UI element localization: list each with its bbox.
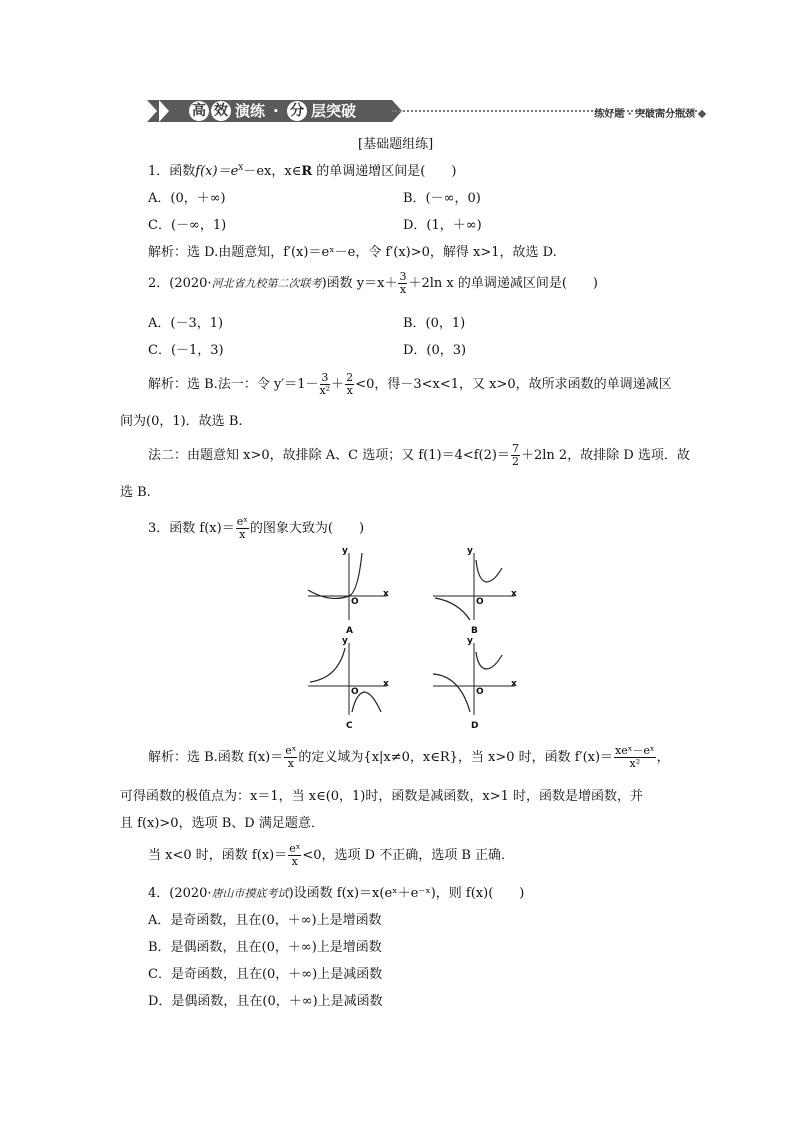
section-title: [基础题组练] xyxy=(358,137,434,152)
q3-an-frac2 xyxy=(614,745,656,770)
q3-an-c: ， xyxy=(656,750,670,765)
frac-num: 2 xyxy=(346,371,354,384)
frac-num: 3 xyxy=(321,371,329,384)
q2-stem-b: )函数 y＝x＋ xyxy=(321,276,398,291)
banner-dot: · xyxy=(273,102,279,120)
graph-a-x: x xyxy=(383,589,389,599)
q2-option-c: C．(－1，3) xyxy=(148,343,224,358)
q3-an-b: 的定义域为{x|x≠0，x∈R}，当 x>0 时，函数 f′(x)＝ xyxy=(298,750,614,765)
frac-num: 7 xyxy=(511,442,519,455)
frac-den: x xyxy=(399,283,407,296)
q4-option-b: B．是偶函数，且在(0，＋∞)上是增函数 xyxy=(148,940,382,955)
frac-den: 2 xyxy=(511,455,519,468)
banner-right-tag: 练好题 · 突破高分瓶颈 xyxy=(594,109,695,120)
graph-c xyxy=(308,643,387,715)
graph-c-x: x xyxy=(383,679,389,689)
q2-option-b: B．(0，1) xyxy=(403,316,466,331)
q3-an2-frac xyxy=(288,843,301,868)
graph-b-origin: O xyxy=(476,597,484,607)
frac-num: eˣ xyxy=(285,744,297,757)
frac-den: x² xyxy=(629,757,641,770)
curve-left xyxy=(435,598,470,620)
q1-option-a: A．(0，＋∞) xyxy=(148,191,226,206)
frac-den: x xyxy=(239,528,246,541)
frac-den: x xyxy=(291,855,298,868)
q1-stem-f: f(x)＝e xyxy=(195,164,239,179)
q3-an-frac1 xyxy=(284,745,297,770)
graph-c-label: C xyxy=(346,721,353,731)
q3-analysis-line3: 且 f(x)>0，选项 B、D 满足题意． xyxy=(120,816,324,831)
q1-stem-sup: x xyxy=(238,162,244,173)
graph-a-label: A xyxy=(346,626,353,636)
graph-b xyxy=(433,553,515,620)
q2-analysis-method2-line2: 选 B. xyxy=(120,485,151,500)
q4-stem-a: 4．(2020· xyxy=(148,886,212,901)
graph-b-label: B xyxy=(471,626,478,636)
q1-analysis: 解析：选 D.由题意知，f′(x)＝eˣ－e，令 f′(x)>0，解得 x>1，故选 D. xyxy=(148,245,557,260)
banner-text-yanlian: 演练 xyxy=(235,102,266,120)
q1-option-b: B．(－∞，0) xyxy=(403,191,481,206)
curve-left xyxy=(310,648,345,682)
curve-left xyxy=(433,674,470,712)
q2-an2-b: ＋2ln 2，故排除 D 选项．故 xyxy=(520,448,690,463)
graph-a-y: y xyxy=(342,546,348,556)
q3-an2-a: 当 x<0 时，函数 f(x)＝ xyxy=(148,848,288,863)
q3-stem-a: 3．函数 f(x)＝ xyxy=(148,521,235,536)
graph-d-x: x xyxy=(511,679,517,689)
q1-stem-a: 1．函数 xyxy=(148,164,196,179)
q2-analysis-line2: 间为(0，1)．故选 B. xyxy=(120,414,243,429)
q2-option-a: A．(－3，1) xyxy=(148,316,224,331)
q3-an2-b: <0，选项 D 不正确，选项 B 正确． xyxy=(302,848,515,863)
q3-an-a: 解析：选 B.函数 f(x)＝ xyxy=(148,750,284,765)
q2-an1-c: <0，得－3<x<1，又 x>0，故所求函数的单调递减区 xyxy=(355,377,672,392)
frac-num: 3 xyxy=(399,270,407,283)
graph-b-y: y xyxy=(467,546,473,556)
q1-stem-r: R xyxy=(301,164,313,179)
frac-num: xeˣ－eˣ xyxy=(615,744,655,757)
q2-an1-a: 解析：选 B.法一：令 y′＝1－ xyxy=(148,377,319,392)
frac-den: x² xyxy=(319,384,331,397)
q4-source: 唐山市摸底考试 xyxy=(211,887,289,900)
curve-right xyxy=(476,560,502,582)
q2-option-d: D．(0，3) xyxy=(403,343,467,358)
frac-num: eˣ xyxy=(236,515,248,528)
q3-analysis-2 xyxy=(148,843,514,868)
graph-c-origin: O xyxy=(351,687,359,697)
q4-stem-b: )设函数 f(x)＝x(eˣ＋e⁻ˣ)，则 f(x)( ) xyxy=(288,886,525,901)
q3-analysis-line2: 可得函数的极值点为：x＝1，当 x∈(0，1)时，函数是减函数，x>1 时，函数是增函数，并 xyxy=(120,789,644,804)
badge-fen: 分 xyxy=(287,101,307,121)
curve xyxy=(308,553,362,598)
q3-stem-b: 的图象大致为( ) xyxy=(249,521,365,536)
q1-stem-d: 的单调递增区间是( ) xyxy=(312,164,457,179)
badge-gao: 高 xyxy=(189,101,209,121)
q2-an1-b: ＋ xyxy=(331,377,345,392)
q4-option-d: D．是偶函数，且在(0，＋∞)上是减函数 xyxy=(148,994,383,1009)
graph-a-origin: O xyxy=(351,597,359,607)
banner-text-tupo: 层突破 xyxy=(311,102,357,120)
q1-option-c: C．(－∞，1) xyxy=(148,218,227,233)
q3-analysis xyxy=(148,745,670,770)
graph-a xyxy=(308,553,387,620)
graph-b-x: x xyxy=(511,589,517,599)
frac-den: x xyxy=(287,757,294,770)
badge-xiao: 效 xyxy=(211,101,231,121)
q1-option-d: D．(1，＋∞) xyxy=(403,218,482,233)
curve-right xyxy=(476,652,502,669)
q2-an2-a: 法二：由题意知 x>0，故排除 A、C 选项；又 f(1)＝4<f(2)＝ xyxy=(148,448,510,463)
q2-source: 河北省九校第二次联考 xyxy=(211,277,322,290)
q2-stem-a: 2．(2020· xyxy=(148,276,212,291)
q1-stem-c: －ex，x∈ xyxy=(243,164,302,179)
q4-option-c: C．是奇函数，且在(0，＋∞)上是减函数 xyxy=(148,967,383,982)
q4-stem xyxy=(148,882,524,901)
graph-d-y: y xyxy=(467,636,473,646)
q4-option-a: A．是奇函数，且在(0，＋∞)上是增函数 xyxy=(148,913,382,928)
q2-stem-c: ＋2ln x 的单调递减区间是( ) xyxy=(408,276,598,291)
graph-d-origin: O xyxy=(476,687,484,697)
frac-num: eˣ xyxy=(289,842,301,855)
graph-d xyxy=(433,643,515,715)
graph-d-label: D xyxy=(471,721,479,731)
graph-c-y: y xyxy=(342,636,348,646)
frac-den: x xyxy=(346,384,353,397)
